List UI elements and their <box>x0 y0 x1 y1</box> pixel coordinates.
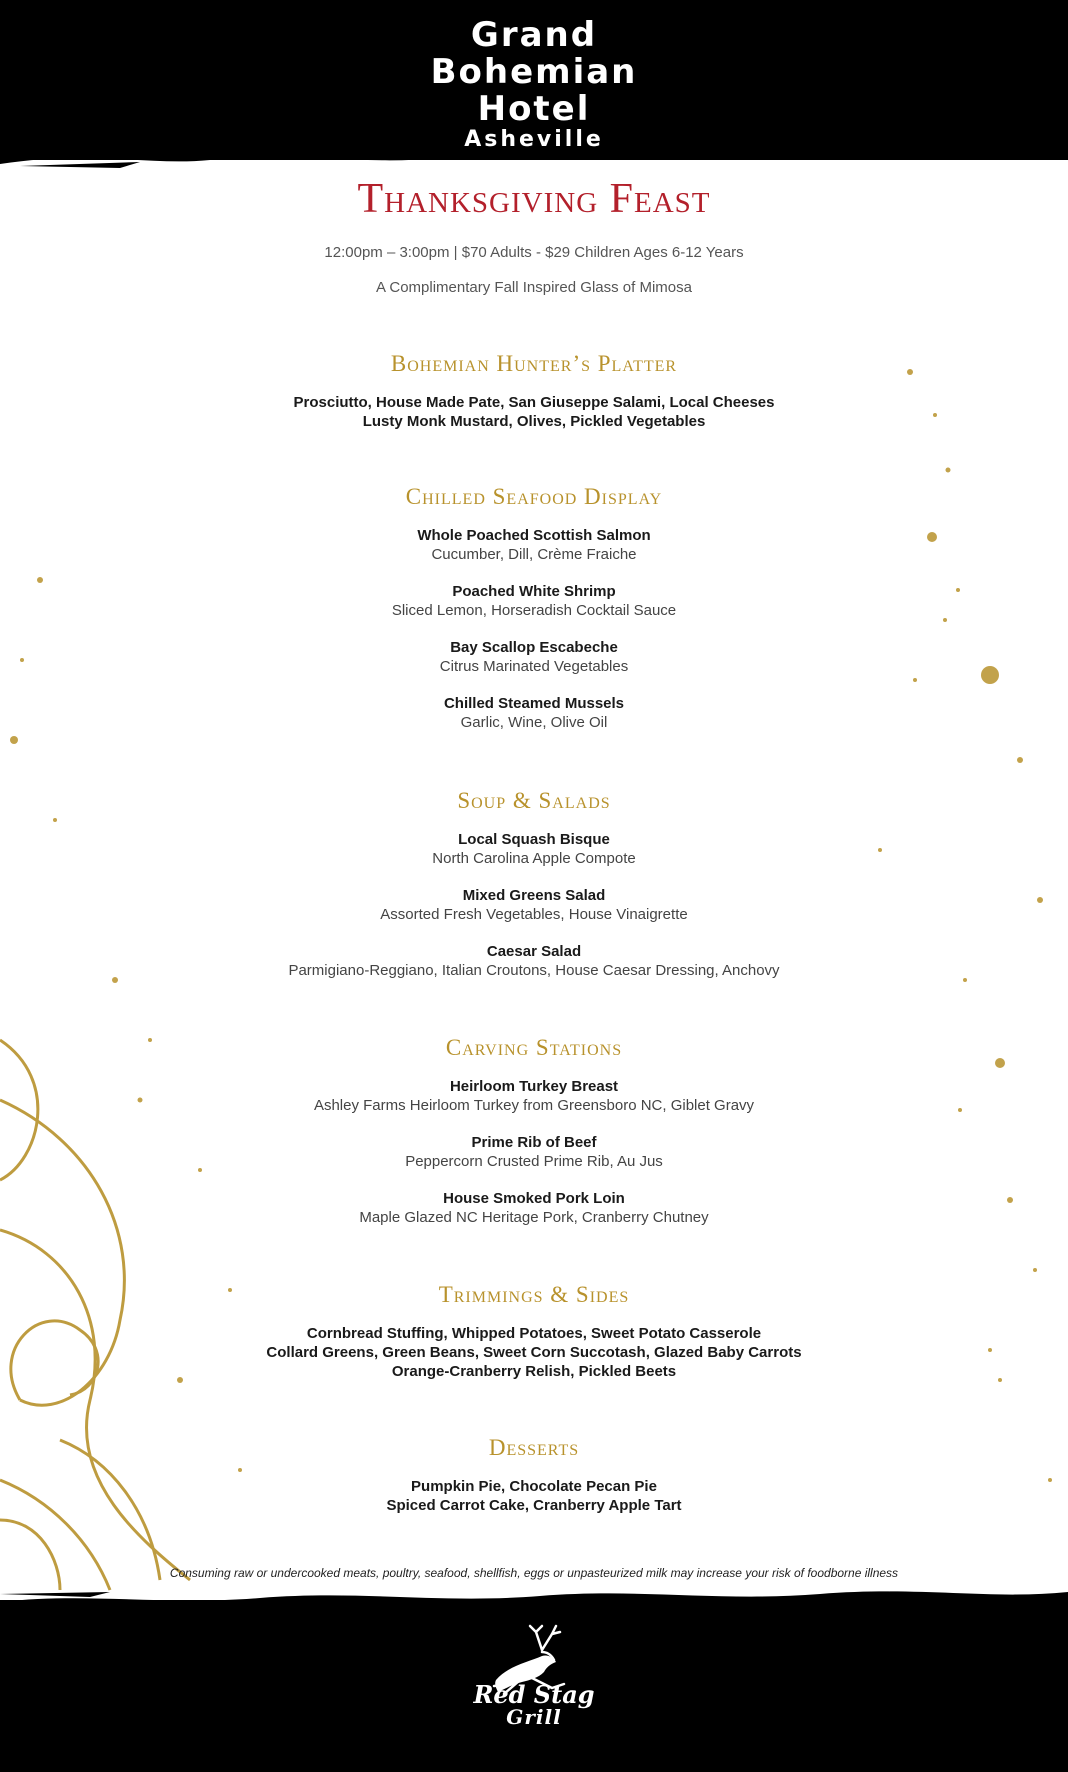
item-description: Parmigiano-Reggiano, Italian Croutons, House Caesar Dressing, Anchovy <box>288 962 780 979</box>
trimmings-line: Orange-Cranberry Relish, Pickled Beets <box>391 1363 677 1380</box>
time-and-price-info: 12:00pm – 3:00pm | $70 Adults - $29 Children Ages 6-12 Years <box>324 244 744 261</box>
item-description: North Carolina Apple Compote <box>432 850 636 867</box>
section-carving <box>0 1036 1068 1227</box>
item-name: House Smoked Pork Loin <box>443 1190 625 1207</box>
menu-item <box>0 1077 1068 1115</box>
item-name: Local Squash Bisque <box>458 831 610 848</box>
brand-line-4: Asheville <box>464 127 604 152</box>
desserts-line: Spiced Carrot Cake, Cranberry Apple Tart <box>386 1497 682 1514</box>
trimmings-line: Cornbread Stuffing, Whipped Potatoes, Sweet Potato Casserole <box>306 1325 762 1342</box>
complimentary-mimosa-note: A Complimentary Fall Inspired Glass of Mimosa <box>376 279 692 296</box>
item-name: Caesar Salad <box>486 943 582 960</box>
trimmings-line: Collard Greens, Green Beans, Sweet Corn Succotash, Glazed Baby Carrots <box>266 1344 802 1361</box>
section-title-soup-salads: Soup & Salads <box>457 788 611 813</box>
desserts-line: Pumpkin Pie, Chocolate Pecan Pie <box>411 1478 657 1495</box>
item-description: Citrus Marinated Vegetables <box>439 658 629 675</box>
menu-item <box>0 638 1068 676</box>
item-description: Ashley Farms Heirloom Turkey from Greensboro NC, Giblet Gravy <box>313 1097 755 1114</box>
section-title-platter: Bohemian Hunter’s Platter <box>390 351 678 376</box>
section-desserts <box>0 1436 1068 1515</box>
menu-item <box>0 694 1068 732</box>
menu-item <box>0 830 1068 868</box>
logo-text-line-1: Red Stag <box>473 1680 595 1709</box>
hotel-logo <box>0 15 1068 152</box>
section-title-seafood: Chilled Seafood Display <box>405 484 663 509</box>
platter-line: Prosciutto, House Made Pate, San Giuseppe Salami, Local Cheeses <box>293 394 775 411</box>
item-name: Chilled Steamed Mussels <box>443 695 625 712</box>
menu-header <box>0 160 1068 296</box>
menu-item <box>0 942 1068 980</box>
item-description: Peppercorn Crusted Prime Rib, Au Jus <box>405 1153 663 1170</box>
section-title-trimmings: Trimmings & Sides <box>438 1282 630 1307</box>
item-name: Poached White Shrimp <box>452 583 616 600</box>
red-stag-grill-logo <box>0 1682 1068 1728</box>
section-trimmings <box>0 1283 1068 1381</box>
section-title-carving: Carving Stations <box>445 1035 623 1060</box>
brand-line-1: Grand <box>470 15 598 55</box>
menu-item <box>0 526 1068 564</box>
section-seafood <box>0 485 1068 732</box>
item-description: Garlic, Wine, Olive Oil <box>460 714 608 731</box>
menu-item <box>0 1189 1068 1227</box>
logo-text-line-2: Grill <box>506 1705 562 1730</box>
item-name: Bay Scallop Escabeche <box>450 639 618 656</box>
menu-item <box>0 582 1068 620</box>
item-description: Cucumber, Dill, Crème Fraiche <box>431 546 637 563</box>
item-description: Maple Glazed NC Heritage Pork, Cranberry Chutney <box>359 1209 709 1226</box>
page-title: Thanksgiving Feast <box>357 176 711 222</box>
menu-item <box>0 1133 1068 1171</box>
item-description: Assorted Fresh Vegetables, House Vinaigrette <box>380 906 688 923</box>
section-platter <box>0 352 1068 431</box>
brand-line-3: Hotel <box>477 89 591 129</box>
item-name: Mixed Greens Salad <box>462 887 606 904</box>
item-name: Whole Poached Scottish Salmon <box>417 527 651 544</box>
item-name: Prime Rib of Beef <box>471 1134 597 1151</box>
platter-line: Lusty Monk Mustard, Olives, Pickled Vegetables <box>362 413 706 430</box>
food-safety-disclaimer: Consuming raw or undercooked meats, poultry, seafood, shellfish, eggs or unpasteurized milk may increase your risk of foodborne illness <box>169 1566 899 1580</box>
section-title-desserts: Desserts <box>488 1435 580 1460</box>
brand-line-2: Bohemian <box>430 52 638 92</box>
section-soup-salads <box>0 789 1068 980</box>
item-name: Heirloom Turkey Breast <box>449 1078 619 1095</box>
item-description: Sliced Lemon, Horseradish Cocktail Sauce <box>391 602 677 619</box>
menu-item <box>0 886 1068 924</box>
